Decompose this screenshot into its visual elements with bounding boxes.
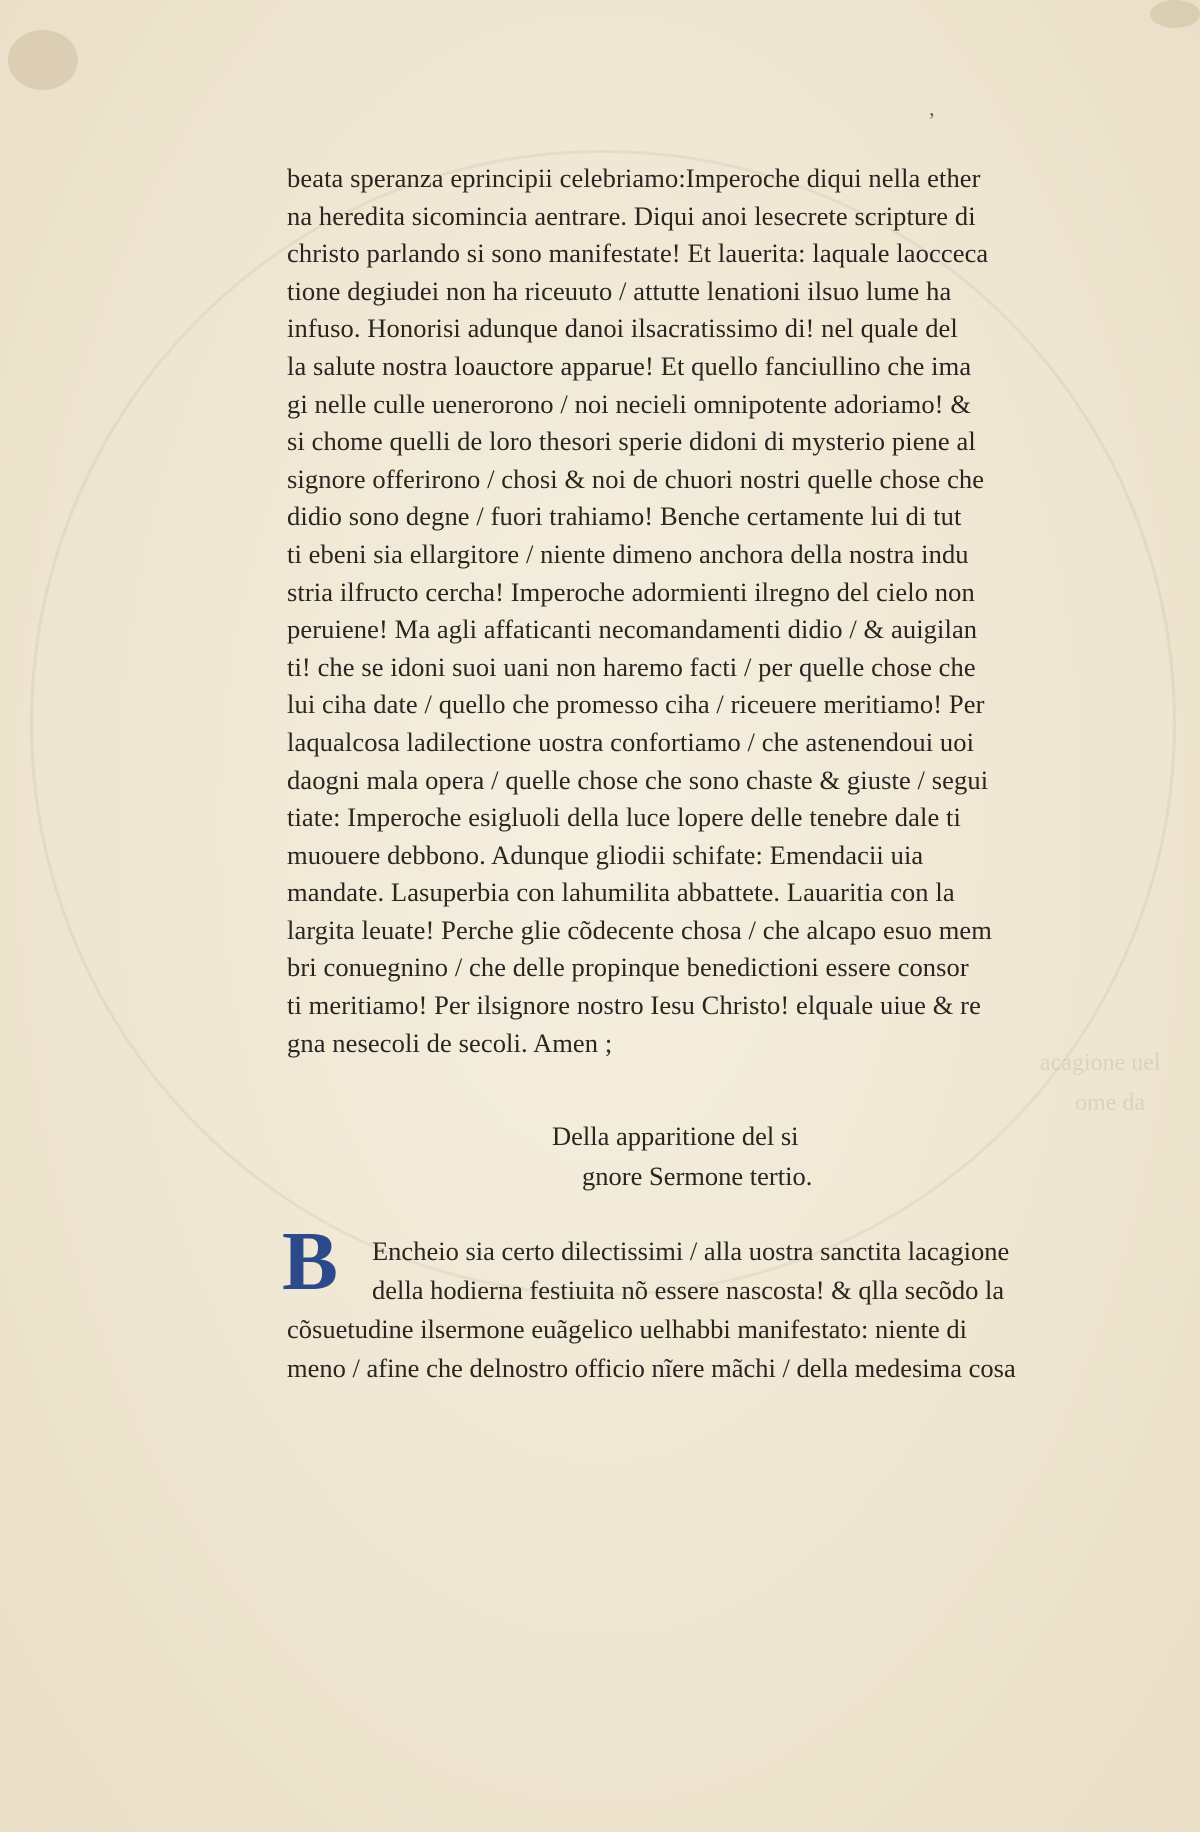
text-line: daogni mala opera / quelle chose che sono chaste & giuste / segui: [287, 764, 989, 795]
decorated-initial: B: [281, 1215, 339, 1308]
main-text-block: [287, 160, 1117, 1062]
text-line: peruiene! Ma agli affaticanti necomandamenti didio / & auigilan: [287, 614, 978, 645]
text-line: ti ebeni sia ellargitore / niente dimeno anchora della nostra indu: [287, 538, 969, 569]
text-line: stria ilfructo cercha! Imperoche adormienti ilregno del cielo non: [287, 576, 975, 607]
heading-line: gnore Sermone tertio.: [582, 1161, 813, 1191]
text-line: muouere debbono. Adunque gliodii schifate: Emendacii uia: [287, 839, 924, 870]
text-line: meno / afine che delnostro officio nĩere mãchi / della medesima cosa: [287, 1353, 1016, 1383]
text-line: cõsuetudine ilsermone euãgelico uelhabbi manifestato: niente di: [287, 1314, 967, 1344]
text-line: ti! che se idoni suoi uani non haremo facti / per quelle chose che: [287, 651, 976, 682]
section-heading: [552, 1116, 812, 1196]
sermon-text-block: [287, 1232, 1117, 1388]
text-line: ti meritiamo! Per ilsignore nostro Iesu Christo! elquale uiue & re: [287, 990, 981, 1021]
show-through-text: ome da: [1075, 1090, 1145, 1116]
text-line: mandate. Lasuperbia con lahumilita abbattete. Lauaritia con la: [287, 877, 955, 908]
text-line: bri conuegnino / che delle propinque benedictioni essere consor: [287, 952, 969, 983]
text-line: gna nesecoli de secoli. Amen ;: [287, 1027, 613, 1058]
text-line: beata speranza eprincipii celebriamo:Imperoche diqui nella ether: [287, 163, 981, 193]
text-line: Encheio sia certo dilectissimi / alla uostra sanctita lacagione: [372, 1236, 1010, 1266]
heading-line: Della apparitione del si: [552, 1121, 799, 1151]
text-line: christo parlando si sono manifestate! Et lauerita: laquale laocceca: [287, 238, 989, 269]
paper-stain: [8, 30, 78, 90]
text-line: largita leuate! Perche glie cõdecente chosa / che alcapo esuo mem: [287, 914, 992, 945]
text-line: signore offerirono / chosi & noi de chuori nostri quelle chose che: [287, 463, 985, 494]
text-line: della hodierna festiuita nõ essere nascosta! & qlla secõdo la: [372, 1275, 1005, 1305]
text-line: lui ciha date / quello che promesso ciha / riceuere meritiamo! Per: [287, 689, 985, 720]
text-line: la salute nostra loauctore apparue! Et quello fanciullino che ima: [287, 350, 972, 381]
text-line: tione degiudei non ha riceuuto / attutte lenationi ilsuo lume ha: [287, 275, 952, 306]
text-line: gi nelle culle ueneroronо / noi necieli omnipotente adoriamo! &: [287, 388, 972, 419]
text-line: laqualcosa ladilectione uostra confortiamo / che astenendoui uoi: [287, 726, 975, 757]
page-mark: ʼ: [928, 108, 936, 133]
paper-stain: [1150, 0, 1200, 28]
text-line: na heredita sicomincia aentrare. Diqui anoi lesecrete scripture di: [287, 200, 976, 231]
text-line: infuso. Honorisi adunque danoi ilsacratissimo di! nel quale del: [287, 313, 958, 344]
text-line: tiate: Imperoche esigluoli della luce lopere delle tenebre dale ti: [287, 802, 961, 833]
show-through-text: acagione uel: [1040, 1050, 1161, 1076]
text-line: didio sono degne / fuori trahiamo! Benche certamente lui di tut: [287, 501, 962, 532]
text-line: si chome quelli de loro thesori sperie didoni di mysterio piene al: [287, 426, 976, 457]
